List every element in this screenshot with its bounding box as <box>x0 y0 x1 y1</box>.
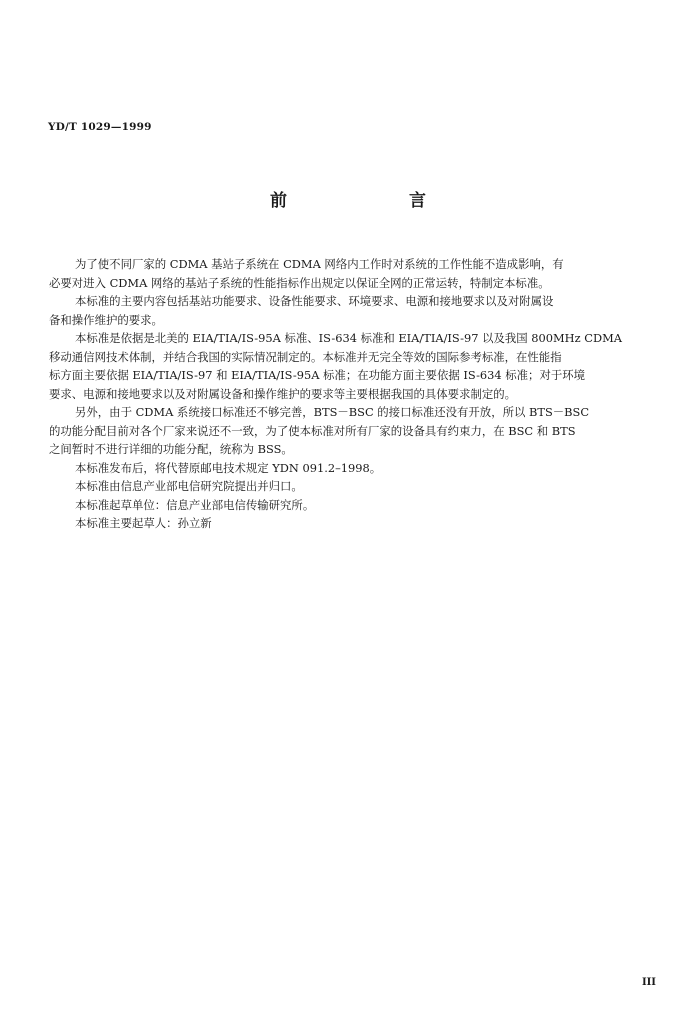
paragraph-line: 本标准由信息产业部电信研究院提出并归口。 <box>75 479 303 493</box>
paragraph-line: 本标准是依据是北美的 EIA/TIA/IS-95A 标准、IS-634 标准和 EIA/TIA/IS-97 以及我国 800MHz CDMA <box>75 331 622 345</box>
page-number: III <box>641 977 656 988</box>
paragraph-line: 移动通信网技术体制，并结合我国的实际情况制定的。本标准并无完全等效的国际参考标准，在性能指 <box>49 349 562 364</box>
paragraph-line: 的功能分配目前对各个厂家来说还不一致，为了使本标准对所有厂家的设备具有约束力，在 BSC 和 BTS <box>49 423 576 438</box>
paragraph-line: 备和操作维护的要求。 <box>49 312 163 327</box>
paragraph-line: 要求、电源和接地要求以及对附属设备和操作维护的要求等主要根据我国的具体要求制定的。 <box>49 386 517 401</box>
paragraph-line: 为了使不同厂家的 CDMA 基站子系统在 CDMA 网络内工作时对系统的工作性能不造成影响，有 <box>75 257 564 271</box>
standard-code: YD/T 1029—1999 <box>48 121 152 133</box>
paragraph-line: 本标准起草单位：信息产业部电信传输研究所。 <box>75 497 315 512</box>
paragraph-line: 本标准的主要内容包括基站功能要求、设备性能要求、环境要求、电源和接地要求以及对附属设 <box>75 294 554 308</box>
paragraph-line: 本标准主要起草人：孙立新 <box>75 516 212 530</box>
body-text <box>49 255 655 533</box>
paragraph-line: 必要对进入 CDMA 网络的基站子系统的性能指标作出规定以保证全网的正常运转，特制定本标准。 <box>49 275 550 290</box>
paragraph-line: 之间暂时不进行详细的功能分配，统称为 BSS。 <box>49 442 293 456</box>
paragraph-line: 本标准发布后，将代替原邮电技术规定 YDN 091.2–1998。 <box>75 460 382 475</box>
paragraph-line: 标方面主要依据 EIA/TIA/IS-97 和 EIA/TIA/IS-95A 标准；在功能方面主要依据 IS-634 标准；对于环境 <box>49 368 586 382</box>
page-title: 前 言 <box>270 191 484 211</box>
paragraph-line: 另外，由于 CDMA 系统接口标准还不够完善，BTS－BSC 的接口标准还没有开放，所以 BTS－BSC <box>75 405 590 419</box>
